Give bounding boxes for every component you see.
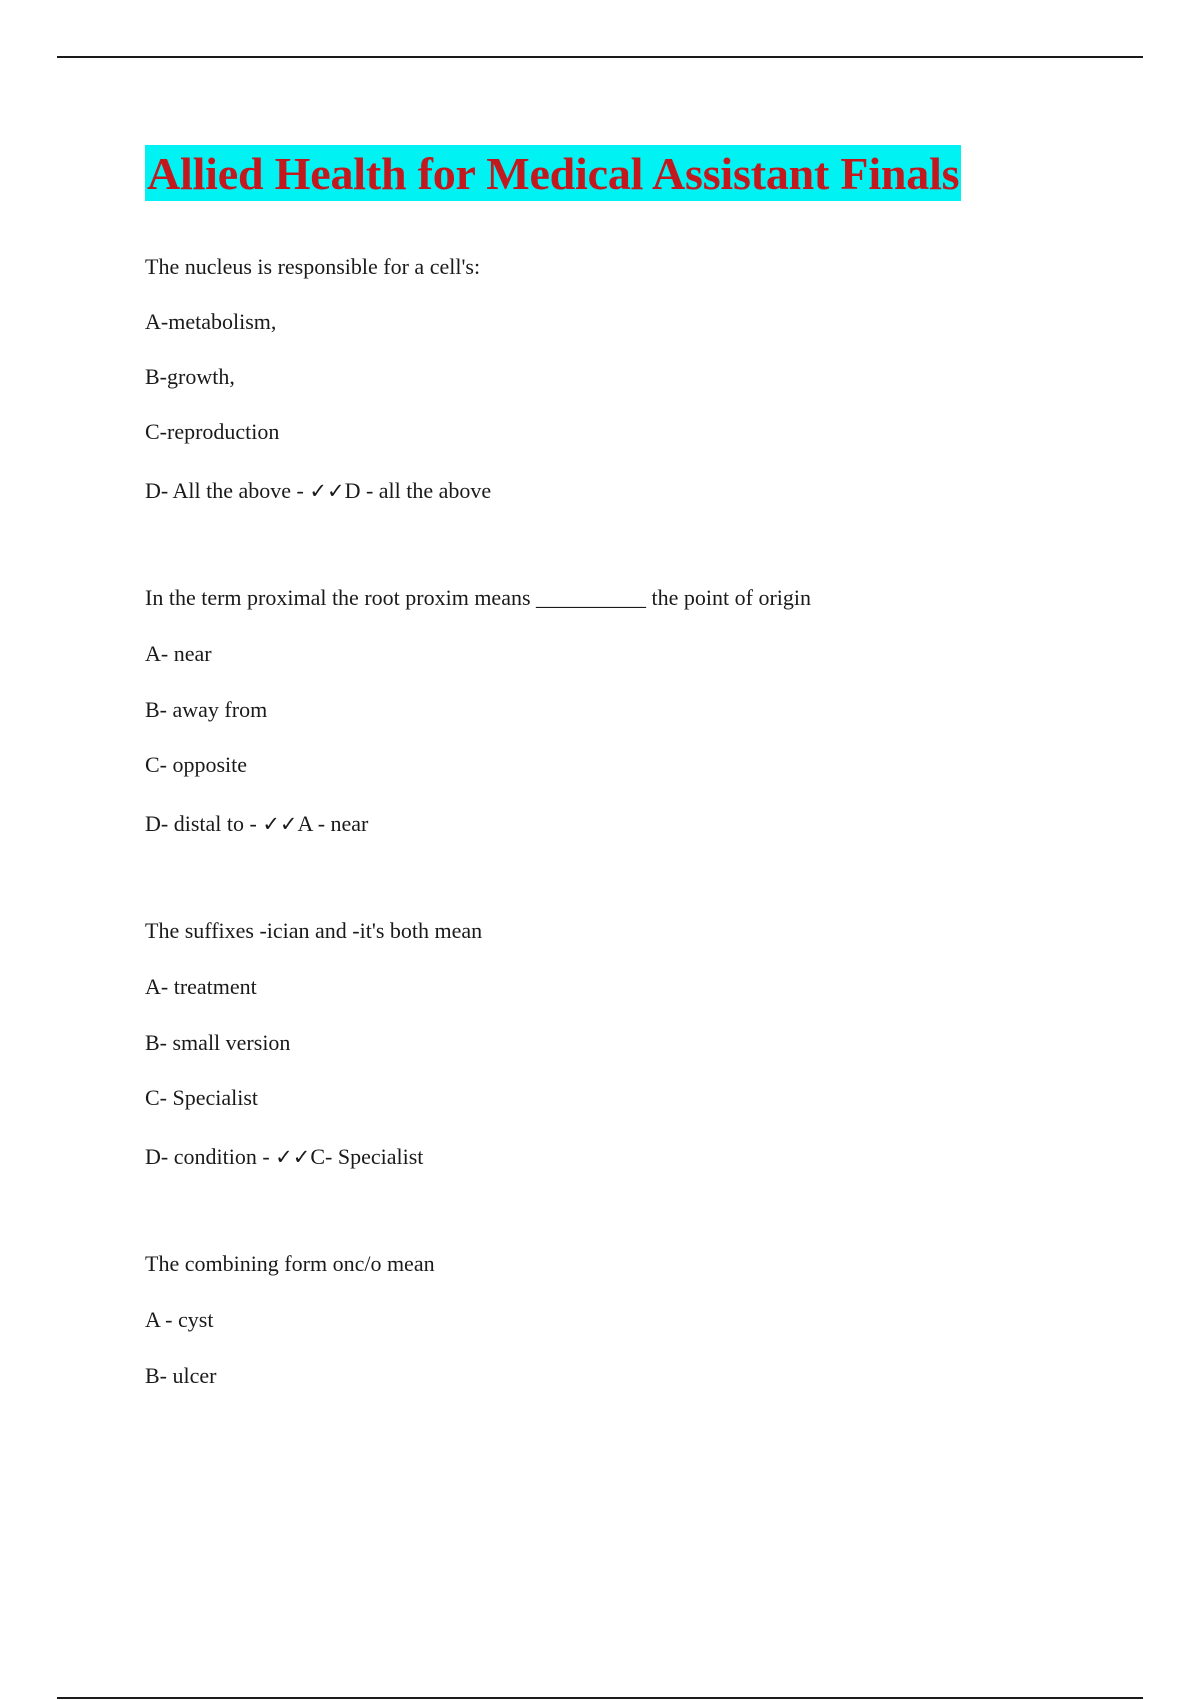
question-3	[145, 918, 1105, 1170]
answer-option: C- opposite	[145, 752, 248, 777]
question-prompt: The suffixes -ician and -it's both mean	[145, 918, 483, 943]
question-1	[145, 254, 1105, 504]
document-page	[145, 145, 1105, 1389]
check-mark-icon: ✓✓	[262, 812, 298, 836]
question-4	[145, 1251, 1105, 1389]
answer-option: D- distal to -	[145, 811, 263, 836]
answer-option: A - cyst	[145, 1307, 214, 1332]
answer-option: A- treatment	[145, 974, 257, 999]
answer-option: C- Specialist	[145, 1085, 259, 1110]
answer-option: B-growth,	[145, 364, 235, 389]
correct-answer: A - near	[297, 811, 369, 836]
correct-answer: C- Specialist	[310, 1144, 424, 1169]
answer-option: C-reproduction	[145, 419, 280, 444]
question-2	[145, 585, 1105, 837]
check-mark-icon: ✓✓	[309, 479, 345, 503]
bottom-rule	[57, 1697, 1143, 1699]
check-mark-icon: ✓✓	[275, 1145, 311, 1169]
document-title: Allied Health for Medical Assistant Finals	[145, 145, 961, 201]
top-rule	[57, 56, 1143, 58]
question-prompt: The combining form onc/o mean	[145, 1251, 435, 1276]
answer-line	[145, 811, 1105, 837]
correct-answer: D - all the above	[344, 478, 492, 503]
answer-option: B- away from	[145, 697, 268, 722]
question-prompt: In the term proximal the root proxim means __________ the point of origin	[145, 585, 811, 610]
answer-option: A-metabolism,	[145, 309, 277, 334]
answer-line	[145, 1144, 1105, 1170]
question-prompt: The nucleus is responsible for a cell's:	[145, 254, 481, 279]
answer-option: B- small version	[145, 1030, 291, 1055]
answer-line	[145, 478, 1105, 504]
answer-option: B- ulcer	[145, 1363, 217, 1388]
answer-option: D- All the above -	[145, 478, 310, 503]
answer-option: A- near	[145, 641, 212, 666]
answer-option: D- condition -	[145, 1144, 276, 1169]
